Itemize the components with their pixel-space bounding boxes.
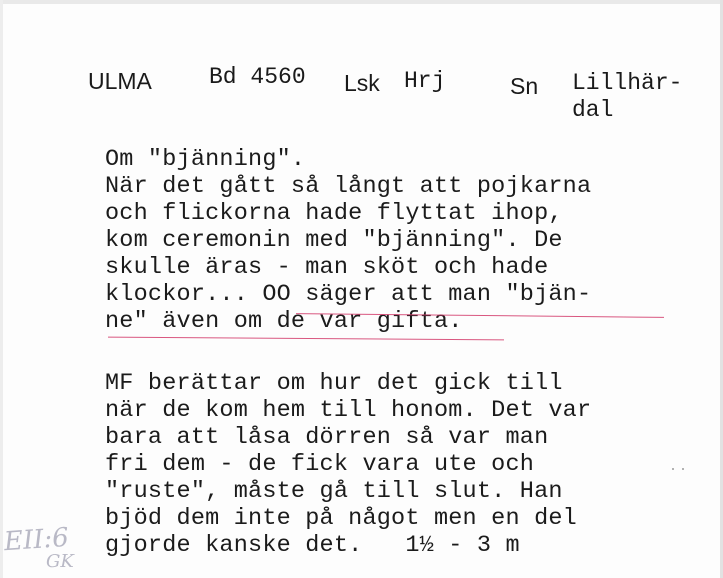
pencil-initials-note: GK xyxy=(46,551,74,572)
text-line: klockor... OO säger att man "bjän- xyxy=(105,281,592,308)
text-line: När det gått så långt att pojkarna xyxy=(105,173,592,200)
parish-name-line1: Lillhär- xyxy=(572,70,683,96)
text-line: "ruste", måste gå till slut. Han xyxy=(105,478,563,505)
text-line: MF berättar om hur det gick till xyxy=(105,370,563,397)
paragraph-mf-account xyxy=(105,370,591,559)
paragraph-bjanning xyxy=(105,146,591,335)
text-line: fri dem - de fick vara ute och xyxy=(105,451,535,478)
parish-name-line2: dal xyxy=(572,97,614,123)
card-top-edge xyxy=(0,0,723,4)
text-line: skulle äras - man sköt och hade xyxy=(105,254,549,281)
paper-speck xyxy=(682,468,684,470)
text-line: när de kom hem till honom. Det var xyxy=(105,397,592,424)
card-left-edge xyxy=(0,0,3,578)
district-code: Hrj xyxy=(404,68,446,94)
archive-code: ULMA xyxy=(88,68,152,94)
text-line: och flickorna hade flyttat ihop, xyxy=(105,200,563,227)
text-line: gjorde kanske det. 1½ - 3 m xyxy=(105,532,520,559)
text-line: ne" även om de var gifta. xyxy=(105,308,463,335)
text-line: kom ceremonin med "bjänning". De xyxy=(105,227,563,254)
text-line: Om "bjänning". xyxy=(105,146,306,173)
volume-number: Bd 4560 xyxy=(209,64,306,90)
red-underline-mark xyxy=(108,337,504,341)
province-code: Lsk xyxy=(344,70,380,96)
pencil-classification-note: EII:6 xyxy=(3,522,70,558)
paper-speck xyxy=(672,468,674,470)
text-line: bara att låsa dörren så var man xyxy=(105,424,549,451)
text-line: bjöd dem inte på något men en del xyxy=(105,505,577,532)
parish-label: Sn xyxy=(510,73,539,99)
